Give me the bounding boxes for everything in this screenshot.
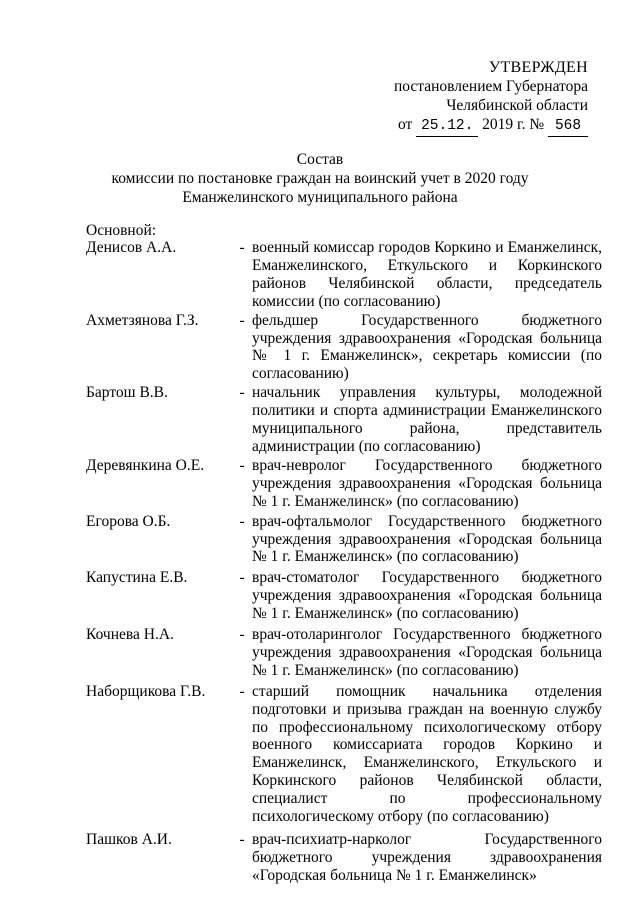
member-role: врач-психиатр-нарколог Государственного бюджетного учреждения здравоохранения «Городская больница № 1 г. Еманжелинск» — [252, 831, 602, 884]
member-role: врач-отоларинголог Государственного бюджетного учреждения здравоохранения «Городская больница № 1 г. Еманжелинск» (по согласованию) — [252, 626, 602, 679]
member-row — [86, 513, 602, 567]
member-name: Кочнева Н.А. — [86, 626, 174, 644]
member-role: военный комиссар городов Коркино и Еманжелинск, Еманжелинского, Еткульского и Коркинского районов Челябинской области, председатель комиссии (по согласованию) — [252, 239, 602, 310]
approval-heading: УТВЕРЖДЕН — [488, 59, 588, 76]
approval-line-governor: постановлением Губернатора — [393, 78, 588, 95]
date-value: 25.12. — [416, 117, 478, 137]
document-title — [70, 150, 570, 207]
title-line-composition: Состав — [296, 151, 344, 168]
member-row — [86, 683, 602, 826]
member-role: врач-невролог Государственного бюджетного учреждения здравоохранения «Городская больница № 1 г. Еманжелинск» (по согласованию) — [252, 456, 602, 510]
member-row — [86, 831, 602, 885]
title-line-commission: комиссии по постановке граждан на воинский учет в 2020 году — [111, 170, 529, 187]
member-name: Деревянкина О.Е. — [86, 456, 205, 474]
approval-block — [368, 58, 588, 137]
member-role: фельдшер Государственного бюджетного учреждения здравоохранения «Городская больница № 1 г. Еманжелинск», секретарь комиссии (по согласованию) — [252, 311, 602, 383]
member-name: Денисов А.А. — [86, 239, 177, 256]
member-dash: - — [239, 626, 245, 644]
year-text: 2019 г. № — [482, 116, 545, 133]
member-row — [86, 384, 602, 456]
member-row — [86, 569, 602, 623]
decree-number: 568 — [548, 117, 588, 137]
member-role: врач-стоматолог Государственного бюджетного учреждения здравоохранения «Городская больница № 1 г. Еманжелинск» (по согласованию) — [252, 569, 602, 623]
member-dash: - — [239, 311, 245, 329]
member-dash: - — [239, 239, 245, 256]
section-label-main: Основной: — [86, 222, 157, 239]
member-role: врач-офтальмолог Государственного бюджетного учреждения здравоохранения «Городская больница № 1 г. Еманжелинск» (по согласованию) — [252, 512, 602, 566]
member-dash: - — [239, 831, 245, 848]
member-dash: - — [239, 682, 245, 700]
member-dash: - — [239, 456, 245, 474]
member-dash: - — [239, 384, 245, 402]
member-row — [86, 312, 602, 384]
member-row — [86, 239, 602, 311]
member-list — [86, 239, 602, 885]
member-name: Ахметзянова Г.З. — [86, 311, 199, 329]
member-name: Бартош В.В. — [86, 384, 168, 402]
approval-date-line — [368, 115, 588, 137]
member-dash: - — [239, 512, 245, 530]
member-name: Пашков А.И. — [86, 831, 172, 848]
date-prefix: от — [398, 116, 413, 133]
title-line-district: Еманжелинского муниципального района — [182, 189, 458, 206]
member-role: старший помощник начальника отделения подготовки и призыва граждан на военную службу по профессиональному психологическому отбору военного комиссариата городов Коркино и Еманжелинск, Еманжелинского, Еткульского и Коркинского районов Челябинской области, специалист по профессиональному психологическому отбору (по согласованию) — [252, 682, 602, 826]
member-role: начальник управления культуры, молодежной политики и спорта администрации Еманжелинского муниципального района, представитель администрации (по согласованию) — [252, 384, 602, 455]
member-name: Капустина Е.В. — [86, 569, 188, 587]
member-name: Наборщикова Г.В. — [86, 682, 206, 700]
member-name: Егорова О.Б. — [86, 512, 171, 530]
member-row — [86, 626, 602, 680]
approval-line-region: Челябинской области — [446, 97, 588, 114]
member-row — [86, 457, 602, 511]
member-dash: - — [239, 569, 245, 587]
